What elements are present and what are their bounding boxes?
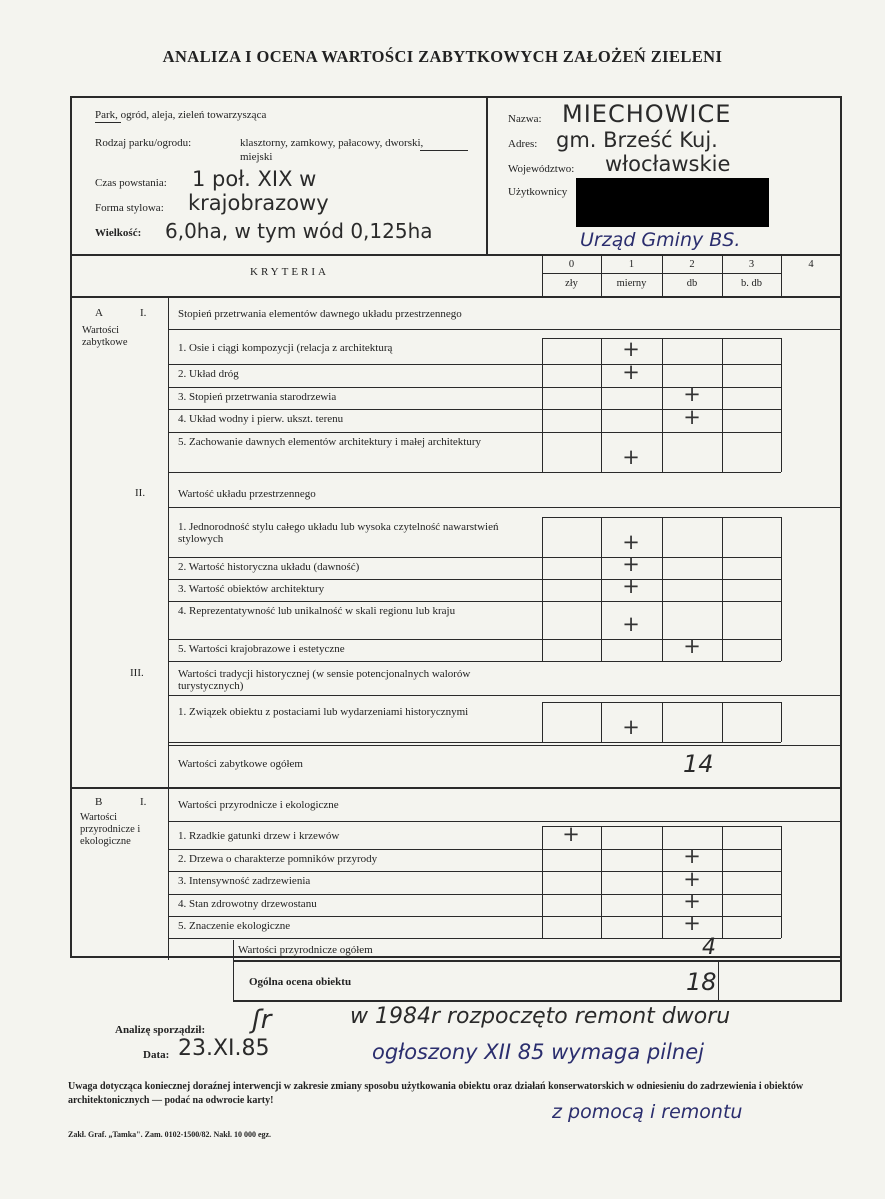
criterion-item: 5. Znaczenie ekologiczne <box>178 920 291 932</box>
date-label: Data: <box>143 1049 170 1061</box>
section-a-left-line <box>168 297 169 787</box>
score-mark: + <box>683 382 701 406</box>
section-b-name: Wartości przyrodnicze i ekologiczne <box>80 812 141 847</box>
address-value: gm. Brześć Kuj. <box>556 128 718 152</box>
made-by-label: Analizę sporządził: <box>115 1024 206 1036</box>
score-3: 3 <box>748 259 755 270</box>
score-mark: + <box>683 867 701 891</box>
name-label: Nazwa: <box>508 113 542 125</box>
size-label: Wielkość: <box>95 227 142 239</box>
criterion-item: 4. Stan zdrowotny drzewostanu <box>178 898 317 910</box>
criterion-item: 1. Związek obiektu z postaciami lub wydarzeniami historycznymi <box>178 706 469 718</box>
score-mark: + <box>562 822 580 846</box>
criterion-item: 2. Wartość historyczna układu (dawność) <box>178 561 360 573</box>
criterion-item: 3. Intensywność zadrzewienia <box>178 875 311 887</box>
criterion-item: 2. Drzewa o charakterze pomników przyrody <box>178 853 378 865</box>
kind-options: klasztorny, zamkowy, pałacowy, dworski, <box>240 137 424 149</box>
score-mark: + <box>683 405 701 429</box>
section-b-letter: B <box>95 796 103 808</box>
time-value: 1 poł. XIX w <box>192 167 317 191</box>
score-mark: + <box>683 844 701 868</box>
section-a-total-value: 14 <box>683 750 714 778</box>
criterion-item: 5. Wartości krajobrazowe i estetyczne <box>178 643 345 655</box>
score-mark: + <box>622 574 640 598</box>
address-label: Adres: <box>508 138 538 150</box>
criteria-header-line <box>71 296 841 298</box>
section-divider <box>71 787 841 789</box>
voivodeship-label: Województwo: <box>508 163 575 175</box>
score-mark: + <box>622 445 640 469</box>
criterion-item: 4. Układ wodny i pierw. ukszt. terenu <box>178 413 344 425</box>
redaction-box <box>576 178 769 227</box>
object-type-label: Park, ogród, aleja, zieleń towarzysząca <box>95 109 267 121</box>
style-label: Forma stylowa: <box>95 202 164 214</box>
section-a-group2-num: II. <box>135 487 146 499</box>
header-bottom-line <box>71 254 841 256</box>
remark-text: Uwaga dotycząca koniecznej doraźnej interwencji w zakresie zmiany sposobu użytkowania obiektu oraz działań konserwatorskich w odniesieniu do zadrzewienia i obiektów architektonicznych — podać na odwrocie karty! <box>68 1081 804 1106</box>
voivodeship-value: włocławskie <box>605 152 731 176</box>
overall-value: 18 <box>686 968 717 996</box>
section-a-total-label: Wartości zabytkowe ogółem <box>178 758 303 770</box>
section-b-total-value: 4 <box>702 935 716 960</box>
criterion-item: 1. Osie i ciągi kompozycji (relacja z architekturą <box>178 342 393 354</box>
criterion-item: 3. Wartość obiektów architektury <box>178 583 325 595</box>
score-label-mediocre: mierny <box>616 278 647 289</box>
score-4: 4 <box>808 259 814 270</box>
score-mark: + <box>683 634 701 658</box>
score-label-bad: zły <box>565 278 578 289</box>
criterion-item: 5. Zachowanie dawnych elementów architektury i małej architektury <box>178 436 481 448</box>
score-0: 0 <box>568 259 575 270</box>
score-mark: + <box>622 530 640 554</box>
note-line-1: w 1984r rozpoczęto remont dworu <box>350 1004 731 1029</box>
user-value: Urząd Gminy BS. <box>580 229 741 251</box>
criterion-item: 4. Reprezentatywność lub unikalność w skali regionu lub kraju <box>178 605 456 617</box>
section-b-total-label: Wartości przyrodnicze ogółem <box>238 944 373 956</box>
criterion-item: 2. Układ dróg <box>178 368 239 380</box>
score-mark: + <box>622 337 640 361</box>
kind-options-2: miejski <box>240 151 273 163</box>
time-label: Czas powstania: <box>95 177 167 189</box>
section-a-group1-num: I. <box>140 307 147 319</box>
section-a-group3-num: III. <box>130 667 144 679</box>
criterion-item: 1. Rzadkie gatunki drzew i krzewów <box>178 830 340 842</box>
signature: ʃr <box>252 1005 272 1035</box>
score-label-very-good: b. db <box>741 278 762 289</box>
section-b-num: I. <box>140 796 147 808</box>
criteria-label: KRYTERIA <box>250 266 329 278</box>
size-value: 6,0ha, w tym wód 0,125ha <box>165 219 433 243</box>
section-b-left-line <box>168 788 169 960</box>
criterion-item: 1. Jednorodność stylu całego układu lub wysoka czytelność nawarstwień stylowych <box>178 521 499 545</box>
score-label-good: db <box>686 278 698 289</box>
note-line-3: z pomocą i remontu <box>552 1101 743 1123</box>
section-a-name: Wartości zabytkowe <box>82 325 128 348</box>
group1-title: Stopień przetrwania elementów dawnego układu przestrzennego <box>178 308 462 320</box>
score-2: 2 <box>689 259 695 270</box>
score-mark: + <box>683 889 701 913</box>
score-mark: + <box>622 612 640 636</box>
group3-title: Wartości tradycji historycznej (w sensie potencjonalnych walorów turystycznych) <box>178 668 471 692</box>
score-1: 1 <box>628 259 635 270</box>
user-label: Użytkownicy <box>508 186 568 198</box>
date-value: 23.XI.85 <box>178 1036 270 1061</box>
printer-info: Zakł. Graf. „Tamka". Zam. 0102-1500/82. Nakł. 10 000 egz. <box>68 1130 272 1139</box>
page-title: ANALIZA I OCENA WARTOŚCI ZABYTKOWYCH ZAŁOŻEŃ ZIELENI <box>162 47 723 66</box>
score-mark: + <box>622 360 640 384</box>
section-a-letter: A <box>95 307 103 319</box>
section-b-title: Wartości przyrodnicze i ekologiczne <box>178 799 339 811</box>
name-value: MIECHOWICE <box>562 100 732 128</box>
score-mark: + <box>622 552 640 576</box>
kind-label: Rodzaj parku/ogrodu: <box>95 137 192 149</box>
header-divider <box>486 98 488 254</box>
score-mark: + <box>622 715 640 739</box>
group2-title: Wartość układu przestrzennego <box>178 488 316 500</box>
criterion-item: 3. Stopień przetrwania starodrzewia <box>178 391 337 403</box>
style-value: krajobrazowy <box>188 191 329 215</box>
score-mark: + <box>683 911 701 935</box>
overall-label: Ogólna ocena obiektu <box>249 976 352 988</box>
note-line-2: ogłoszony XII 85 wymaga pilnej <box>372 1040 704 1064</box>
